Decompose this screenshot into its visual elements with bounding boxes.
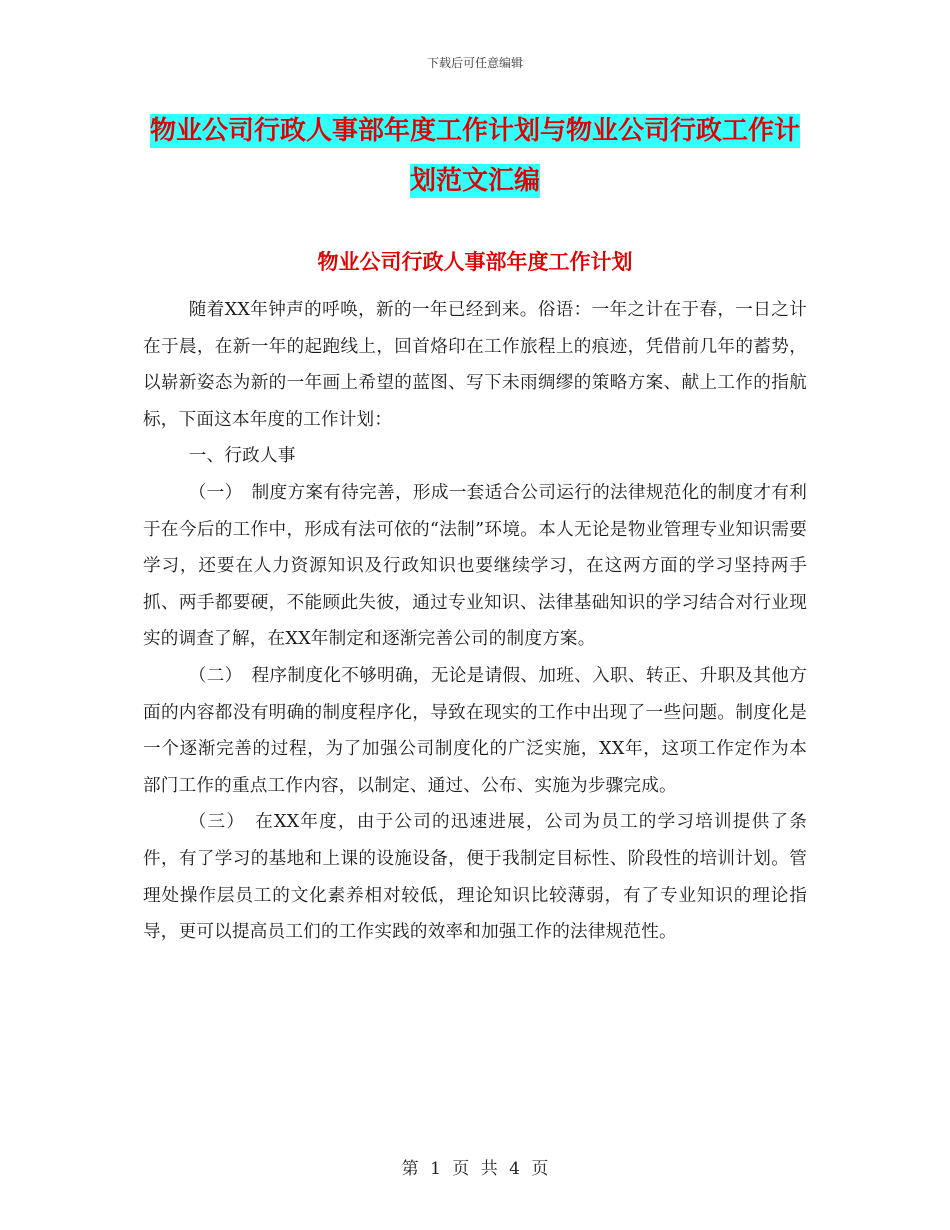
document-title-text: 物业公司行政人事部年度工作计划与物业公司行政工作计划范文汇编: [149, 116, 800, 196]
paragraph-item-2: （二） 程序制度化不够明确，无论是请假、加班、入职、转正、升职及其他方面的内容都没有明确的制度程序化，导致在现实的工作中出现了一些问题。制度化是一个逐渐完善的过程，为了加强公司制度化的广泛实施，XX年，这项工作定作为本部门工作的重点工作内容，以制定、通过、公布、实施为步骤完成。: [143, 665, 807, 796]
paragraph-item-3: （三） 在XX年度，由于公司的迅速进展，公司为员工的学习培训提供了条件，有了学习的基地和上课的设施设备，便于我制定目标性、阶段性的培训计划。管理处操作层员工的文化素养相对较低，理论知识比较薄弱，有了专业知识的理论指导，更可以提高员工们的工作实践的效率和加强工作的法律规范性。: [143, 812, 807, 943]
paragraph-heading-admin: 一、行政人事: [188, 446, 296, 467]
section-title: 物业公司行政人事部年度工作计划: [317, 250, 633, 274]
paragraph-intro: 随着XX年钟声的呼唤，新的一年已经到来。俗语：一年之计在于春，一日之计在于晨，在新一年的起跑线上，回首烙印在工作旅程上的痕迹，凭借前几年的蓄势，以崭新姿态为新的一年画上希望的蓝图、写下未雨绸缪的策略方案、献上工作的指航标，下面这本年度的工作计划：: [143, 300, 807, 430]
document-title: [140, 106, 810, 206]
document-body: [143, 292, 807, 951]
page-number: 第 1 页 共 4 页: [401, 1159, 549, 1179]
header-note: 下载后可任意编辑: [426, 56, 523, 70]
paragraph-item-1: （一） 制度方案有待完善，形成一套适合公司运行的法律规范化的制度才有利于在今后的工作中，形成有法可依的“法制”环境。本人无论是物业管理专业知识需要学习，还要在人力资源知识及行政知识也要继续学习，在这两方面的学习坚持两手抓、两手都要硬，不能顾此失彼，通过专业知识、法律基础知识的学习结合对行业现实的调查了解，在XX年制定和逐渐完善公司的制度方案。: [143, 482, 807, 650]
